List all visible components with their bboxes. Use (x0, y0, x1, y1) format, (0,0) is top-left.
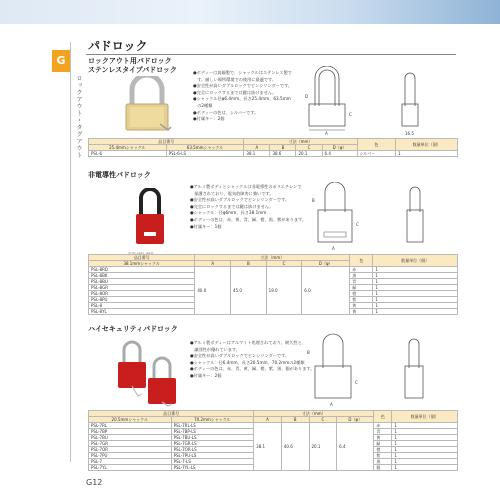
table-group-header: 品目番号 (89, 411, 254, 417)
table-cell: PSL-7PU (89, 453, 172, 459)
feature-line: の2種類 (193, 102, 213, 108)
feature-line: ●付属キー：2個 (190, 372, 222, 378)
table-cell: 1 (373, 291, 458, 297)
table-cell: 1 (392, 447, 458, 453)
table-cell: PSL-7BP-LS (171, 429, 254, 435)
dim-label-a: A (330, 402, 333, 407)
table-header: D（φ） (337, 417, 374, 423)
table-cell: PSL-7BP (89, 429, 172, 435)
table-group-header: 寸法（mm） (195, 255, 350, 261)
feature-line: ●完全にロックするまでは鍵は抜けません。 (190, 203, 274, 209)
table-group-header: 品目番号 (89, 255, 195, 261)
feature-line: ●付属キー：1個 (190, 223, 222, 229)
table-cell: PSL-8OR (89, 291, 195, 297)
section3-diagram (305, 330, 455, 414)
table-cell: 1 (392, 429, 458, 435)
table-header: B (270, 145, 296, 151)
table-header: A (195, 261, 231, 267)
table-cell: 1 (392, 435, 458, 441)
title-rule (86, 54, 456, 55)
table-cell: PSL-7OR-LS (171, 447, 254, 453)
chapter-tab: G (52, 50, 70, 72)
page-number: G12 (86, 478, 103, 487)
table-cell: シルバー (357, 151, 396, 157)
table-cell: PSL-8GR (89, 285, 195, 291)
table-group-header: 寸法（mm） (254, 411, 374, 417)
table-cell-merged: 40.0 (195, 267, 231, 315)
table-cell-merged: 6.0 (302, 267, 350, 315)
table-header: C (296, 145, 322, 151)
section1-heading-line1: ロックアウト用パドロック (88, 57, 172, 65)
table-header: 38.1mmシャックル (89, 261, 195, 267)
table-cell-merged: 45.0 (231, 267, 267, 315)
table-cell: PSL-7BU-LS (171, 435, 254, 441)
feature-line: ●ボディーは真鍮製で、シャックルはステンレス製で (193, 70, 292, 75)
section1-diagram (305, 66, 455, 140)
dim-label-c: C (349, 112, 352, 117)
table-group-header: 品目番号 (89, 139, 244, 145)
table-cell: 黄 (374, 435, 392, 441)
table-cell: PSL-6-LS (166, 151, 244, 157)
section3-heading-line: ハイセキュリティパドロック (88, 325, 178, 333)
dim-label-d: D (305, 94, 309, 99)
table-cell: PSL-7PU-LS (171, 453, 254, 459)
section1-features (193, 70, 292, 123)
table-cell: PSL-7YL (89, 465, 172, 471)
feature-line: ●完全にロックするまでは鍵は抜けません。 (193, 89, 277, 95)
table-cell: PSL-7GR (89, 441, 172, 447)
table-cell: 1 (373, 273, 458, 279)
table-cell: 1 (373, 303, 458, 309)
table-cell: 青 (350, 279, 373, 285)
section1-spec-table (88, 138, 458, 157)
section2-features (190, 184, 306, 230)
high-security-padlock-photo (112, 340, 184, 408)
table-cell: PSL-6 (89, 151, 167, 157)
table-cell: PSL-7RL (89, 423, 172, 429)
nonconductive-padlock-photo (130, 188, 170, 248)
table-cell: 1 (373, 267, 458, 273)
dim-label-b: B (307, 350, 310, 355)
table-cell: 1 (392, 453, 458, 459)
feature-line: ●ボディーの色は、赤、黄、青、緑、橙、黒、紫があります。 (190, 216, 307, 222)
table-cell-merged: 19.0 (266, 267, 302, 315)
table-cell: 1 (373, 297, 458, 303)
table-cell: 6.4 (322, 151, 357, 157)
table-cell: 赤 (374, 423, 392, 429)
table-cell: 橙 (374, 447, 392, 453)
table-cell: PSL-7GR-LS (171, 441, 254, 447)
table-cell: 20.1 (296, 151, 322, 157)
table-cell: PSL-7 (89, 459, 172, 465)
side-label: ロックアウト・タグアウト (75, 75, 82, 159)
table-cell: 緑 (374, 441, 392, 447)
table-header: 20.5mmシャックル (89, 417, 172, 423)
section1-heading (88, 57, 177, 75)
table-cell: PSL-8BU (89, 279, 195, 285)
table-cell: PSL-7BU (89, 435, 172, 441)
table-header: A (254, 417, 282, 423)
table-header: C (266, 261, 302, 267)
top-banner (0, 0, 500, 24)
section2-heading (88, 171, 151, 180)
table-header: 25.4mmシャックル (89, 145, 167, 151)
table-cell-merged: 20.1 (309, 423, 337, 471)
table-cell: 黒 (374, 459, 392, 465)
table-cell: 赤 (350, 267, 373, 273)
table-cell: 緑 (350, 285, 373, 291)
table-header: 色 (350, 255, 373, 267)
stainless-padlock-photo (120, 76, 175, 136)
table-header: 63.5mmシャックル (166, 145, 244, 151)
section2-diagram (310, 182, 460, 258)
feature-line: ●安全性が高いダブルロックでピンシリンダーです。 (190, 197, 290, 203)
feature-line: ●付属キー：2個 (193, 116, 225, 122)
table-cell: 紫 (350, 297, 373, 303)
table-header: 色 (374, 411, 392, 423)
table-group-header: 寸法（mm） (244, 139, 357, 145)
table-cell: 1 (373, 309, 458, 315)
table-cell: 銀 (374, 465, 392, 471)
section3-features (190, 340, 314, 380)
table-cell: PSL-7YL-LS (171, 465, 254, 471)
table-header: 数量単位（個） (392, 411, 458, 423)
table-cell: 紫 (374, 453, 392, 459)
table-cell: 1 (373, 279, 458, 285)
feature-line: ●ボディーの色は、シルバーです。 (193, 109, 259, 115)
table-cell: 黒 (350, 273, 373, 279)
table-cell: 1 (396, 151, 458, 157)
table-cell: PSL-7-LS (171, 459, 254, 465)
dim-label-a: A (332, 246, 335, 251)
feature-line: 識別性が優れています。 (190, 346, 240, 352)
feature-line: ●アルミ製ボディとシャックルは非電導性のポリエチレンで (190, 184, 302, 189)
table-cell: 黄 (350, 309, 373, 315)
table-header: D（φ） (302, 261, 350, 267)
feature-line: ●シャックル：径6.4mm、長さ20.5mm、70.2mmの2種類 (190, 359, 305, 365)
feature-line: ●安全性が高いダブルロックでピンシリンダーです。 (190, 353, 290, 359)
table-cell: PSL-7OR (89, 447, 172, 453)
dim-label-dim1: 16.5 (405, 131, 414, 136)
table-cell: PSL-7RL-LS (171, 423, 254, 429)
table-cell-merged: 40.6 (281, 423, 309, 471)
table-cell: 1 (373, 285, 458, 291)
table-header: B (231, 261, 267, 267)
table-header: C (309, 417, 337, 423)
table-header: A (244, 145, 270, 151)
table-header: 数量単位（個） (396, 139, 458, 151)
table-cell: 青 (374, 429, 392, 435)
table-cell: PSL-8YL (89, 309, 195, 315)
feature-line: ●ボディーの色は、赤、青、黄、緑、橙、紫、黒、銀があります。 (190, 366, 315, 372)
table-header: 数量単位（個） (373, 255, 458, 267)
table-cell: 38.6 (270, 151, 296, 157)
dim-label-a: A (325, 131, 328, 136)
table-cell: 1 (392, 465, 458, 471)
page-title: パドロック (88, 39, 148, 53)
table-cell: 1 (392, 423, 458, 429)
table-cell: 1 (392, 459, 458, 465)
section2-spec-table (88, 254, 458, 315)
feature-line: ●シャックル径φ6.4mm、長さ25.4mm、63.5mm (193, 96, 291, 102)
feature-line: ●アルミ製ボディーはアルマイト処理されており、耐久性と、 (190, 340, 306, 345)
section1-heading-line2: ステンレスタイプパドロック (88, 66, 177, 74)
section2-heading-line: 非電導性パドロック (88, 171, 151, 179)
table-header: D（φ） (322, 145, 357, 151)
table-cell: PSL-8PU (89, 297, 195, 303)
section3-heading (88, 325, 178, 334)
dim-label-b: B (312, 198, 315, 203)
table-cell: 橙 (350, 291, 373, 297)
dim-label-c: C (355, 380, 358, 385)
table-header: 色 (357, 139, 396, 151)
table-cell: PSL-8 (89, 303, 195, 309)
section3-spec-table (88, 410, 458, 471)
table-cell: 38.1 (244, 151, 270, 157)
table-cell-merged: 38.1 (254, 423, 282, 471)
dim-label-c: C (356, 222, 359, 227)
table-cell: PSL-8RD (89, 267, 195, 273)
table-header: 70.2mmシャックル (171, 417, 254, 423)
table-cell: 黄 (350, 303, 373, 309)
feature-line: ●安全性が高いダブルロックでピンシリンダーです。 (193, 83, 293, 89)
feature-line: ●シャックル：径φ6mm、長さ38.1mm (190, 210, 267, 216)
table-row (89, 151, 458, 157)
table-cell-merged: 6.4 (337, 423, 374, 471)
feature-line: 保護されており、電気的障害に強いです。 (190, 190, 274, 196)
feature-line: す。厳しい場所環境での使用に最適です。 (193, 76, 277, 82)
table-cell: PSL-8BK (89, 273, 195, 279)
table-cell: 1 (392, 441, 458, 447)
table-header: B (281, 417, 309, 423)
side-divider (70, 42, 71, 462)
